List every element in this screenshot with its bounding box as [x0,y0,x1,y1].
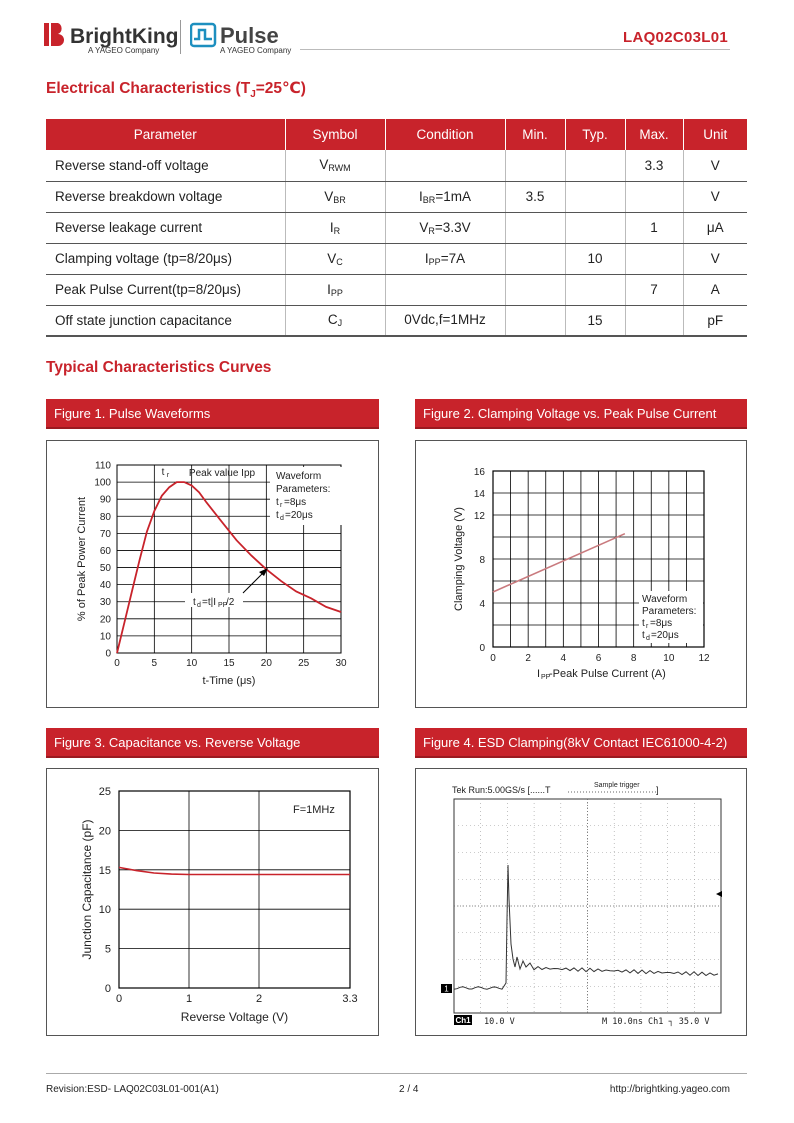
fig4-top-text: Tek Run:5.00GS/s [......T [452,785,551,795]
fig2-legend-tr: t [642,618,645,629]
fig3-ytick-label: 10 [98,904,111,917]
condition-cell: $V_R=3.3V$ [385,212,505,243]
fig1-xtick-label: 10 [186,658,198,669]
fig1-chart [47,441,378,707]
brand2-sub: A YAGEO Company [220,46,292,55]
logo-divider [180,20,181,54]
table-row [46,305,747,336]
table-row [46,212,747,243]
param-cell: Clamping voltage (tp=8/20μs) [46,243,285,274]
min-cell [505,150,565,181]
fig1-xtick-label: 5 [151,658,158,669]
unit-cell: V [683,150,747,181]
symbol-cell: $I_{PP}$ [285,274,385,305]
fig3-ytick-label: 15 [98,864,111,877]
fig2-xtick-label: 8 [630,653,637,664]
fig3-plot-frame [119,791,350,988]
max-cell [625,243,683,274]
unit-cell: pF [683,305,747,336]
fig1-td-eq: =t|I [202,597,216,608]
fig2-xtick-label: 12 [698,653,710,664]
fig2-header: Figure 2. Clamping Voltage vs. Peak Pulse Current [415,399,747,429]
fig4-panel [415,768,747,1036]
symbol-cell: $C_J$ [285,305,385,336]
max-cell: 3.3 [625,150,683,181]
fig1-xtick-label: 15 [223,658,235,669]
unit-cell: A [683,274,747,305]
condition-cell: $I_{PP}=7A$ [385,243,505,274]
max-cell: 1 [625,212,683,243]
fig2-ytick-label: 16 [473,467,485,478]
fig2-panel [415,440,747,708]
fig1-legend-tr-val: =8μs [284,497,307,508]
brightking-logo [44,20,179,56]
fig1-legend-td: t [276,510,279,521]
fig1-ytick-label: 110 [95,460,111,472]
symbol-cell: $V_{RWM}$ [285,150,385,181]
table-row [46,181,747,212]
typ-cell: 15 [565,305,625,336]
typ-cell: 10 [565,243,625,274]
fig3-xtick-label: 0 [115,993,123,1005]
fig1-legend-line2: Parameters: [276,484,331,495]
unit-cell: μA [683,212,747,243]
fig1-td-sub: d [197,602,201,609]
fig2-legend-tr-val: =8μs [650,618,673,629]
table-row [46,150,747,181]
brand1-name: BrightKing [70,25,179,48]
fig1-legend-line1: Waveform [276,471,322,482]
fig2-xlabel-main: I [537,668,541,680]
fig4-top-text-end: ] [656,785,659,795]
fig1-ytick-label: 60 [99,545,111,557]
brand1-sub: A YAGEO Company [88,46,160,55]
param-cell: Reverse leakage current [46,212,285,243]
min-cell: 3.5 [505,181,565,212]
fig2-legend-td-sub: d [646,635,650,642]
fig1-xtick-label: 25 [298,658,310,669]
typ-cell [565,150,625,181]
fig1-ylabel: % of Peak Power Current [76,496,88,622]
fig3-xtick-label: 2 [255,993,263,1005]
fig1-ytick-label: 50 [99,563,111,575]
footer-rule [46,1073,747,1074]
fig1-legend-td-val: =20μs [285,510,313,521]
table-header-row [46,119,747,150]
fig1-td-half: /2 [226,597,235,608]
max-cell: 7 [625,274,683,305]
fig4-header: Figure 4. ESD Clamping(8kV Contact IEC61000-4-2) [415,728,747,758]
fig2-xlabel-sub: PP [541,674,551,681]
fig2-ytick-label: 0 [479,643,485,654]
fig4-bottom-right: M 10.0ns Ch1 ┐ 35.0 V [602,1017,710,1027]
col-header: Min. [505,119,565,150]
table-row [46,243,747,274]
unit-cell: V [683,181,747,212]
condition-cell [385,274,505,305]
fig2-xtick-label: 6 [595,653,602,664]
typ-cell [565,181,625,212]
fig1-legend-td-sub: d [280,515,284,522]
fig1-ytick-label: 0 [105,648,111,660]
condition-cell: $I_{BR}=1mA$ [385,181,505,212]
fig2-legend-td: t [642,630,645,641]
typ-cell [565,212,625,243]
min-cell [505,274,565,305]
fig2-xtick-label: 2 [525,653,531,664]
fig1-panel [46,440,379,708]
col-header: Unit [683,119,747,150]
condition-cell: 0Vdc,f=1MHz [385,305,505,336]
footer-url: http://brightking.yageo.com [609,1084,730,1095]
brand2-name: Pulse [220,23,279,48]
table-row [46,274,747,305]
fig2-ytick-label: 12 [473,511,485,522]
symbol-cell: $V_{BR}$ [285,181,385,212]
fig2-legend-td-val: =20μs [651,630,679,641]
min-cell [505,212,565,243]
fig3-panel [46,768,379,1036]
fig1-ytick-label: 70 [99,528,111,540]
fig1-header: Figure 1. Pulse Waveforms [46,399,379,429]
pulse-logo [190,20,310,56]
fig3-ylabel: Junction Capacitance (pF) [80,819,94,960]
fig3-xlabel: Reverse Voltage (V) [180,1010,289,1024]
fig1-ytick-label: 90 [99,494,111,506]
param-cell: Off state junction capacitance [46,305,285,336]
fig3-legend-text: F=1MHz [293,804,335,816]
fig3-xtick-label: 1 [185,993,193,1005]
fig1-xtick-label: 30 [335,658,347,669]
fig4-chart [416,769,746,1035]
fig4-ch-marker: 1 [444,984,449,994]
footer-page: 2 / 4 [399,1084,419,1095]
fig2-xlabel-post: -Peak Pulse Current (A) [549,668,666,680]
fig1-peak-label: Peak value Ipp [188,468,256,479]
fig1-legend-tr: t [276,497,279,508]
fig3-ytick-label: 20 [98,825,111,838]
fig2-legend-line1: Waveform [642,594,688,605]
fig1-ytick-label: 20 [99,614,111,626]
fig1-td-label: t [193,597,196,608]
unit-cell: V [683,243,747,274]
param-cell: Peak Pulse Current(tp=8/20μs) [46,274,285,305]
fig3-xtick-label: 3.3 [342,993,358,1005]
fig3-header: Figure 3. Capacitance vs. Reverse Voltage [46,728,379,758]
fig2-xtick-label: 0 [490,653,496,664]
fig3-chart [47,769,378,1035]
fig1-ytick-label: 100 [94,477,111,489]
max-cell [625,181,683,212]
min-cell [505,305,565,336]
fig1-ytick-label: 10 [99,631,111,643]
col-header: Max. [625,119,683,150]
fig1-ytick-label: 40 [99,580,111,592]
fig3-ytick-label: 0 [104,983,111,995]
fig2-ylabel: Clamping Voltage (V) [453,507,465,611]
symbol-cell: $I_R$ [285,212,385,243]
fig2-xtick-label: 4 [560,653,567,664]
max-cell [625,305,683,336]
typ-cell [565,274,625,305]
fig3-series-line [119,867,350,874]
fig1-xlabel: t-Time (μs) [202,675,256,687]
fig2-series-line [493,534,625,592]
fig1-legend-tr-sub: r [280,502,283,509]
electrical-title: Electrical Characteristics $(T_J=25℃)$ [46,80,306,101]
fig1-ytick-label: 30 [99,597,111,609]
fig2-legend-tr-sub: r [646,623,649,630]
fig4-trigger-label: Sample trigger [594,782,640,789]
fig1-xtick-label: 20 [260,658,272,669]
fig3-ytick-label: 25 [98,786,111,798]
col-header: Symbol [285,119,385,150]
fig1-arrow-line [243,571,265,593]
fig4-ch1-badge: Ch1 [455,1016,471,1025]
part-number: LAQ02C03L01 [622,29,728,46]
footer-revision: Revision:ESD- LAQ02C03L01-001(A1) [46,1084,219,1095]
fig2-xtick-label: 10 [663,653,675,664]
param-cell: Reverse stand-off voltage [46,150,285,181]
col-header: Parameter [46,119,285,150]
fig1-xtick-label: 0 [114,658,120,669]
col-header: Condition [385,119,505,150]
header-rule [300,49,730,50]
param-cell: Reverse breakdown voltage [46,181,285,212]
electrical-table [46,119,747,337]
fig1-ytick-label: 80 [99,511,111,523]
fig4-bottom-left: 10.0 V [484,1017,515,1027]
col-header: Typ. [565,119,625,150]
fig1-td-pp: PP [218,602,228,609]
symbol-cell: $V_C$ [285,243,385,274]
min-cell [505,243,565,274]
fig1-tr-label: t [161,467,165,478]
fig2-ytick-label: 14 [473,489,485,500]
curves-title: Typical Characteristics Curves [46,359,272,376]
fig1-tr-sub: r [166,472,170,479]
fig2-legend-line2: Parameters: [642,606,697,617]
fig3-ytick-label: 5 [104,943,111,956]
fig2-ytick-label: 4 [479,599,485,610]
condition-cell [385,150,505,181]
fig2-chart [416,441,746,707]
fig2-ytick-label: 8 [479,555,485,566]
